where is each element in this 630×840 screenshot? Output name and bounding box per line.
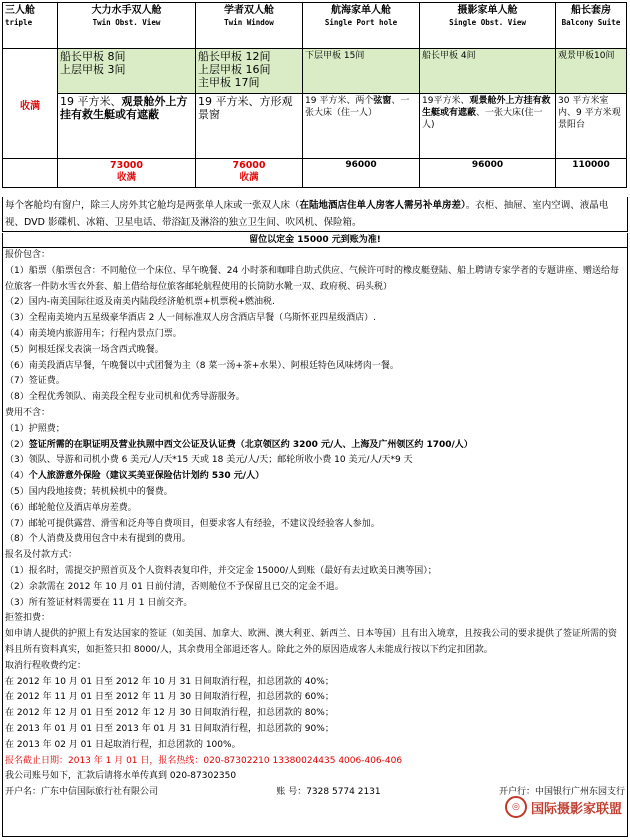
header-single-obst: 摄影家单人舱 Single Obst. View bbox=[420, 3, 556, 49]
logo-text: 国际摄影家联盟 bbox=[530, 801, 622, 817]
includes-item: （7）签证费。 bbox=[5, 376, 65, 387]
twin-window-price: 76000 收满 bbox=[196, 159, 303, 188]
excludes-item: （5）国内段地接费；转机候机中的餐费。 bbox=[5, 486, 173, 497]
twin-obst-desc: 19 平方米、观景舱外上方挂有救生艇或有遮蔽 bbox=[58, 94, 196, 159]
header-twin-obst: 大力水手双人舱 Twin Obst. View bbox=[58, 3, 196, 49]
includes-item: （8）全程优秀领队、南美段全程专业司机和优秀导游服务。 bbox=[5, 392, 245, 403]
single-port-decks: 下层甲板 15间 bbox=[303, 49, 420, 94]
header-triple: 三人舱 triple bbox=[3, 3, 58, 49]
cabin-header-row bbox=[3, 3, 627, 49]
refusal-title: 拒签扣费： bbox=[5, 613, 51, 624]
payment-item: （2）余款需在 2012 年 10 月 01 日前付清，否则舱位不予保留且已交的定金不退。 bbox=[5, 581, 344, 592]
includes-item: （1）船票（船票包含：不同舱位一个床位、早午晚餐、24 小时茶和咖啡自助式供应、气候许可时的橡皮艇登陆、船上聘请专家学者的专题讲座、赠送给每位旅客一件防水雪衣外套、船上借给每位旅客邮轮航程使用的长筒防水靴一双、政府税、码头税） bbox=[5, 265, 620, 292]
excludes-item: （4）个人旅游意外保险（建议买美亚保险估计划约 530 元/人） bbox=[5, 471, 265, 482]
cabin-price-row bbox=[3, 159, 627, 188]
single-obst-price: 96000 bbox=[420, 159, 556, 188]
cabin-deck-row bbox=[3, 49, 627, 94]
header-suite: 船长套房 Balcony Suite bbox=[556, 3, 627, 49]
twin-obst-price: 73000 收满 bbox=[58, 159, 196, 188]
excludes-title: 费用不含： bbox=[5, 407, 51, 418]
suite-price: 110000 bbox=[556, 159, 627, 188]
header-single-port: 航海家单人舱 Single Port hole bbox=[303, 3, 420, 49]
cabin-intro: 每个客舱均有窗户，除三人房外其它舱均是两张单人床或一张双人床（在陆地酒店住单人房客人需另补单房差）。衣柜、抽屉、室内空调、液晶电视、DVD 影碟机、冰箱、卫星电话、带浴缸及淋浴的独立卫生间、吹风机、保险箱。 bbox=[2, 197, 628, 232]
twin-obst-decks: 船长甲板 8间 上层甲板 3间 bbox=[58, 49, 196, 94]
single-obst-decks: 船长甲板 4间 bbox=[420, 49, 556, 94]
excludes-item: （7）邮轮可提供露营、滑雪和泛舟等自费项目，但要求客人有经验，不建议没经验客人参加。 bbox=[5, 518, 380, 529]
triple-status: 收满 bbox=[3, 49, 58, 159]
cancel-title: 取消行程收费约定： bbox=[5, 660, 87, 671]
includes-item: （5）阿根廷探戈表演一场含西式晚餐。 bbox=[5, 344, 164, 355]
includes-title: 报价包含： bbox=[5, 250, 51, 260]
account-company: 开户名：广东中信国际旅行社有限公司 bbox=[5, 787, 159, 798]
account-number: 账 号：7328 5774 2131 bbox=[276, 787, 381, 798]
account-bank: 开户行：中国银行广州东园支行 bbox=[498, 787, 625, 798]
excludes-item: （2）签证所需的在职证明及营业执照中西文公证及认证费（北京领区约 3200 元/人、上海及广州领区约 1700/人） bbox=[5, 439, 473, 450]
suite-desc: 30 平方米室内、9 平方米观景阳台 bbox=[556, 94, 627, 159]
triple-price bbox=[3, 159, 58, 188]
includes-item: （4）南美境内旅游用车；行程内景点门票。 bbox=[5, 328, 182, 339]
includes-item: （6）南美段酒店早餐，午晚餐以中式团餐为主（8 菜一汤+茶+水果）、阿根廷特色风味烤肉一餐。 bbox=[5, 360, 399, 371]
payment-item: （1）报名时，需提交护照首页及个人资料表复印件，并交定金 15000/人到账（最好有去过欧美日澳等国）； bbox=[5, 565, 437, 576]
suite-decks: 观景甲板10间 bbox=[556, 49, 627, 94]
deadline-hotline: 报名截止日期：2013 年 1 月 01 日，报名热线：020-87302210 13380024435 4006-406-406 bbox=[5, 755, 403, 766]
payment-item: （3）所有签证材料需要在 11 月 1 日前交齐。 bbox=[5, 597, 193, 608]
single-obst-desc: 19平方米、观景舱外上方挂有救生艇或有遮蔽、一张大床(住一人) bbox=[420, 94, 556, 159]
cabin-desc-row bbox=[3, 94, 627, 159]
twin-window-decks: 船长甲板 12间 上层甲板 16间 主甲板 17间 bbox=[196, 49, 303, 94]
excludes-item: （3）领队、导游和司机小费 6 美元/人/天*15 天或 18 美元/人/天；邮轮所收小费 10 美元/人/天*9 天 bbox=[5, 455, 413, 466]
header-twin-window: 学者双人舱 Twin Window bbox=[196, 3, 303, 49]
includes-item: （2）国内-南美国际往返及南美内陆段经济舱机票+机票税+燃油税. bbox=[5, 297, 275, 308]
account-note: 我公司账号如下，汇款后请将水单传真到 020-87302350 bbox=[5, 771, 237, 782]
refusal-text: 如申请人提供的护照上有发达国家的签证（如美国、加拿大、欧洲、澳大利亚、新西兰、日本等国）且有出入境章，且按我公司的要求提供了签证所需的资料且所有资料真实，如拒签只扣 8000/人，其余费用全部退还客人。除此之外的原因造成客人未能成行按以下约定扣团款。 bbox=[5, 629, 618, 655]
cancel-item: 在 2012 年 10 月 01 日至 2012 年 10 月 31 日间取消行程，扣总团款的 40%； bbox=[5, 676, 334, 687]
cabin-table bbox=[2, 2, 627, 188]
cancel-item: 在 2013 年 02 月 01 日起取消行程，扣总团款的 100%。 bbox=[5, 739, 241, 750]
cancel-item: 在 2012 年 12 月 01 日至 2012 年 12 月 30 日间取消行程，扣总团款的 80%； bbox=[5, 708, 334, 719]
cancel-item: 在 2013 年 01 月 01 日至 2013 年 01 月 31 日间取消行程，扣总团款的 90%； bbox=[5, 723, 334, 734]
twin-window-desc: 19 平方米、方形观景窗 bbox=[196, 94, 303, 159]
terms-section bbox=[2, 248, 628, 837]
payment-title: 报名及付款方式： bbox=[5, 550, 78, 561]
seal-icon: ◎ bbox=[505, 796, 527, 818]
photographer-union-logo bbox=[505, 796, 622, 818]
excludes-item: （1）护照费； bbox=[5, 423, 65, 434]
deposit-notice: 留位以定金 15000 元到账为准! bbox=[2, 233, 628, 248]
excludes-item: （8）个人消费及费用包含中未有提到的费用。 bbox=[5, 534, 191, 545]
includes-item: （3）全程南美境内五星级豪华酒店 2 人一间标准双人房含酒店早餐（乌斯怀亚四星级酒店）. bbox=[5, 313, 377, 324]
single-port-price: 96000 bbox=[303, 159, 420, 188]
cancel-item: 在 2012 年 11 月 01 日至 2012 年 11 月 30 日间取消行程，扣总团款的 60%； bbox=[5, 692, 334, 703]
single-port-desc: 19 平方米、两个弦窗、一张大床（住一人） bbox=[303, 94, 420, 159]
excludes-item: （6）邮轮舱位及酒店单房差费。 bbox=[5, 502, 137, 513]
